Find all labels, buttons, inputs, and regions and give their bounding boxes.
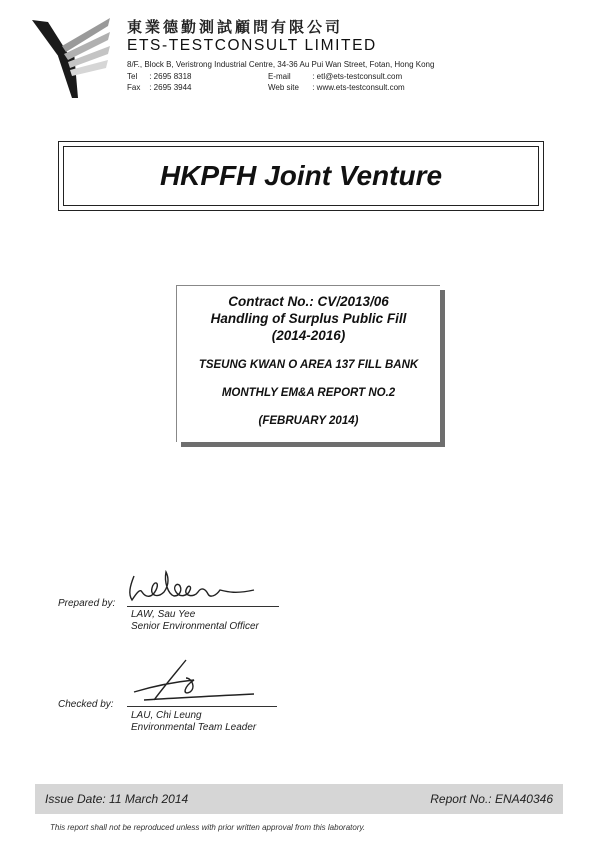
checked-title: Environmental Team Leader	[131, 722, 257, 733]
fax-value: : 2695 3944	[149, 83, 192, 92]
contract-info-box	[176, 285, 440, 442]
email-label: E-mail	[268, 72, 291, 81]
prepared-by-label: Prepared by:	[58, 598, 116, 609]
client-title-inner-frame	[63, 146, 539, 206]
client-title-box	[58, 141, 544, 211]
checked-by-label: Checked by:	[58, 699, 114, 710]
fax-row	[127, 83, 192, 92]
email-row	[268, 72, 402, 81]
checked-signature-line	[127, 706, 277, 707]
contract-number: Contract No.: CV/2013/06	[228, 294, 389, 309]
client-title: HKPFH Joint Venture	[159, 160, 443, 191]
report-number: Report No.: ENA40346	[430, 792, 553, 806]
website-value: : www.ets-testconsult.com	[312, 83, 405, 92]
issue-info-bar	[35, 784, 563, 814]
website-label: Web site	[268, 83, 299, 92]
tel-row	[127, 72, 192, 81]
report-period: (FEBRUARY 2014)	[258, 415, 359, 427]
checked-signature-icon	[124, 656, 274, 708]
company-address: 8/F., Block B, Veristrong Industrial Centre, 34-36 Au Pui Wan Street, Fotan, Hong Kong	[127, 60, 435, 69]
ets-logo-icon	[28, 16, 112, 100]
fax-label: Fax	[127, 83, 141, 92]
prepared-name: LAW, Sau Yee	[131, 609, 196, 620]
prepared-signature-icon	[124, 568, 274, 608]
checked-name: LAU, Chi Leung	[131, 710, 202, 721]
contract-years: (2014-2016)	[271, 328, 346, 343]
email-value: : etl@ets-testconsult.com	[312, 72, 403, 81]
tel-value: : 2695 8318	[149, 72, 192, 81]
prepared-signature-line	[127, 606, 279, 607]
disclaimer-text: This report shall not be reproduced unless with prior written approval from this laboratory.	[50, 823, 366, 832]
company-name-chinese: 東業德勤測試顧問有限公司	[127, 18, 344, 36]
contract-title: Handling of Surplus Public Fill	[210, 311, 407, 326]
site-name: TSEUNG KWAN O AREA 137 FILL BANK	[198, 359, 419, 371]
issue-date: Issue Date: 11 March 2014	[45, 792, 189, 806]
report-name: MONTHLY EM&A REPORT NO.2	[221, 387, 396, 399]
website-row	[268, 83, 405, 92]
company-name-english: ETS-TESTCONSULT LIMITED	[127, 37, 377, 54]
prepared-title: Senior Environmental Officer	[131, 621, 259, 632]
tel-label: Tel	[127, 72, 138, 81]
